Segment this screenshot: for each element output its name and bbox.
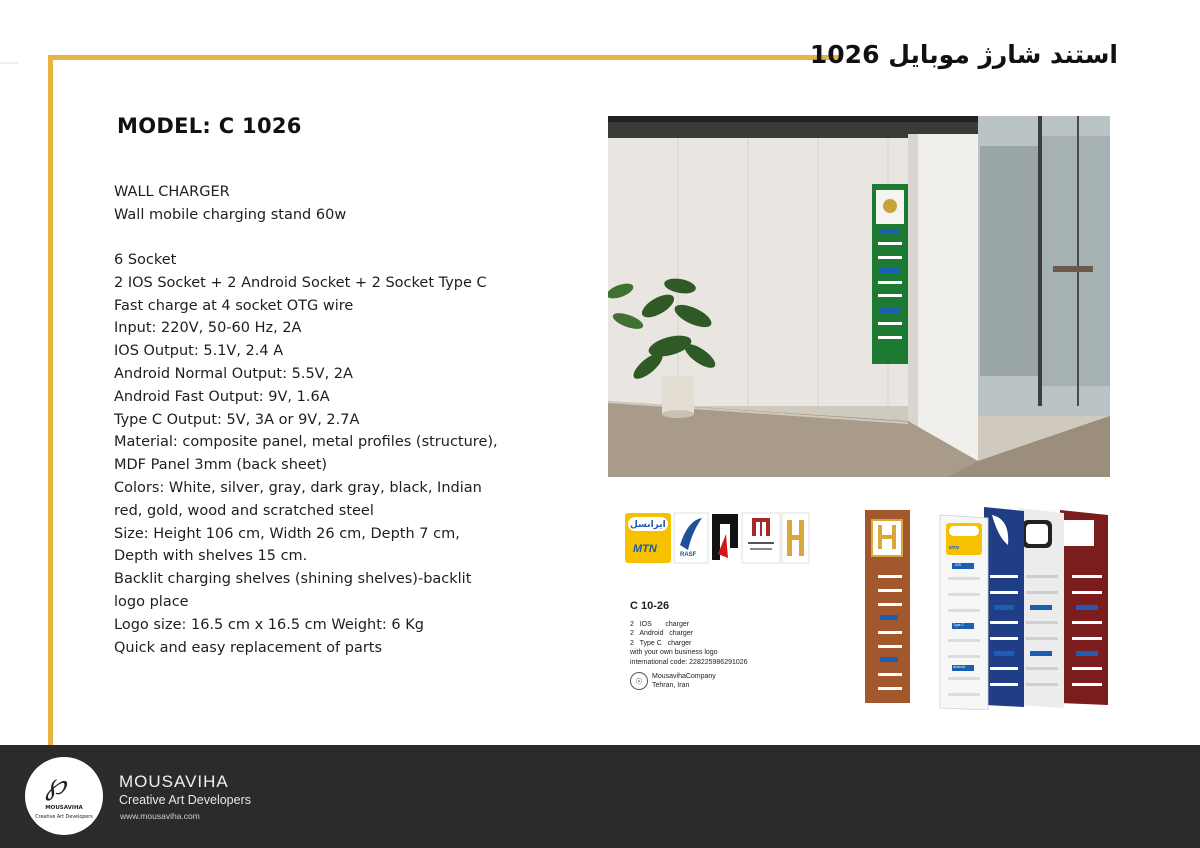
company-city: Tehran, Iran [652, 682, 690, 689]
spec-line: MDF Panel 3mm (back sheet) [114, 457, 328, 474]
stand-variants-graphic [860, 505, 1110, 710]
spec-line: Android Fast Output: 9V, 1.6A [114, 388, 330, 405]
footer-tagline: Creative Art Developers [119, 793, 252, 807]
spec-line: Input: 220V, 50-60 Hz, 2A [114, 320, 302, 337]
product-subheading [114, 181, 346, 226]
rasf-text: RASF [680, 552, 697, 558]
spec-line: Type C Output: 5V, 3A or 9V, 2.7A [114, 411, 360, 428]
subheading-line-1: WALL CHARGER [114, 184, 230, 200]
tech-line: international code: 228225986291026 [630, 658, 748, 666]
spec-line: Android Normal Output: 5.5V, 2A [114, 365, 353, 382]
tech-line: 2 Type C charger [630, 639, 692, 647]
stand-label-android: Android [953, 665, 966, 669]
product-code: C 10-26 [630, 600, 670, 612]
tech-line: 2 Android charger [630, 630, 694, 638]
spec-line: Depth with shelves 15 cm. [114, 548, 308, 565]
company-logo-icon: ☉ [630, 672, 648, 690]
spec-line: Quick and easy replacement of parts [114, 639, 383, 656]
stand-mtn-text: MTN [949, 545, 959, 550]
gold-frame-top [48, 55, 840, 60]
model-heading: MODEL: C 1026 [117, 114, 302, 138]
stand-label-ios: IOS [955, 563, 962, 567]
spec-line: Material: composite panel, metal profiles (structure), [114, 434, 498, 451]
spec-line: 6 Socket [114, 252, 177, 268]
spec-line: Fast charge at 4 socket OTG wire [114, 297, 354, 314]
office-photo [608, 116, 1110, 477]
irancell-fa-text: ایرانسل [630, 520, 666, 530]
company-logo[interactable] [25, 757, 103, 835]
spec-line: Logo size: 16.5 cm x 16.5 cm Weight: 6 Kg [114, 616, 424, 633]
spec-line: Colors: White, silver, gray, dark gray, black, Indian [114, 479, 482, 496]
spec-line: red, gold, wood and scratched steel [114, 502, 374, 519]
mtn-text: MTN [633, 543, 657, 555]
persian-title: استند شارژ موبایل 1026 [809, 40, 1118, 69]
spec-line: IOS Output: 5.1V, 2.4 A [114, 343, 284, 360]
partner-logos-graphic [622, 510, 812, 566]
logo-text: MOUSAVIHA [45, 805, 83, 811]
spec-line: Backlit charging shelves (shining shelves)-backlit [114, 571, 472, 588]
technical-label [630, 600, 748, 689]
stand-variants [860, 505, 1110, 710]
company-badge [630, 672, 716, 690]
footer-brand: MOUSAVIHA [119, 772, 229, 791]
spec-line: logo place [114, 593, 189, 610]
logo-subtext: Creative Art Developers [35, 815, 93, 820]
office-scene-illustration [608, 116, 1110, 477]
subheading-line-2: Wall mobile charging stand 60w [114, 206, 347, 223]
logo-mark-icon: ℘ [45, 767, 66, 802]
spec-list [114, 249, 524, 659]
stand-label-typec: Type C [953, 623, 965, 627]
company-name: MousavihaCompany [652, 673, 716, 680]
footer-bar [0, 745, 1200, 848]
spec-line: Size: Height 106 cm, Width 26 cm, Depth 7 cm, [114, 525, 460, 542]
edge-tick [0, 62, 18, 64]
tech-line: 2 IOS charger [630, 621, 690, 628]
partner-logos [622, 510, 812, 566]
gold-frame-left [48, 55, 53, 745]
tech-line: with your own business logo [630, 649, 718, 657]
spec-line: 2 IOS Socket + 2 Android Socket + 2 Socket Type C [114, 274, 487, 291]
footer-website-link[interactable]: www.mousaviha.com [120, 811, 200, 821]
